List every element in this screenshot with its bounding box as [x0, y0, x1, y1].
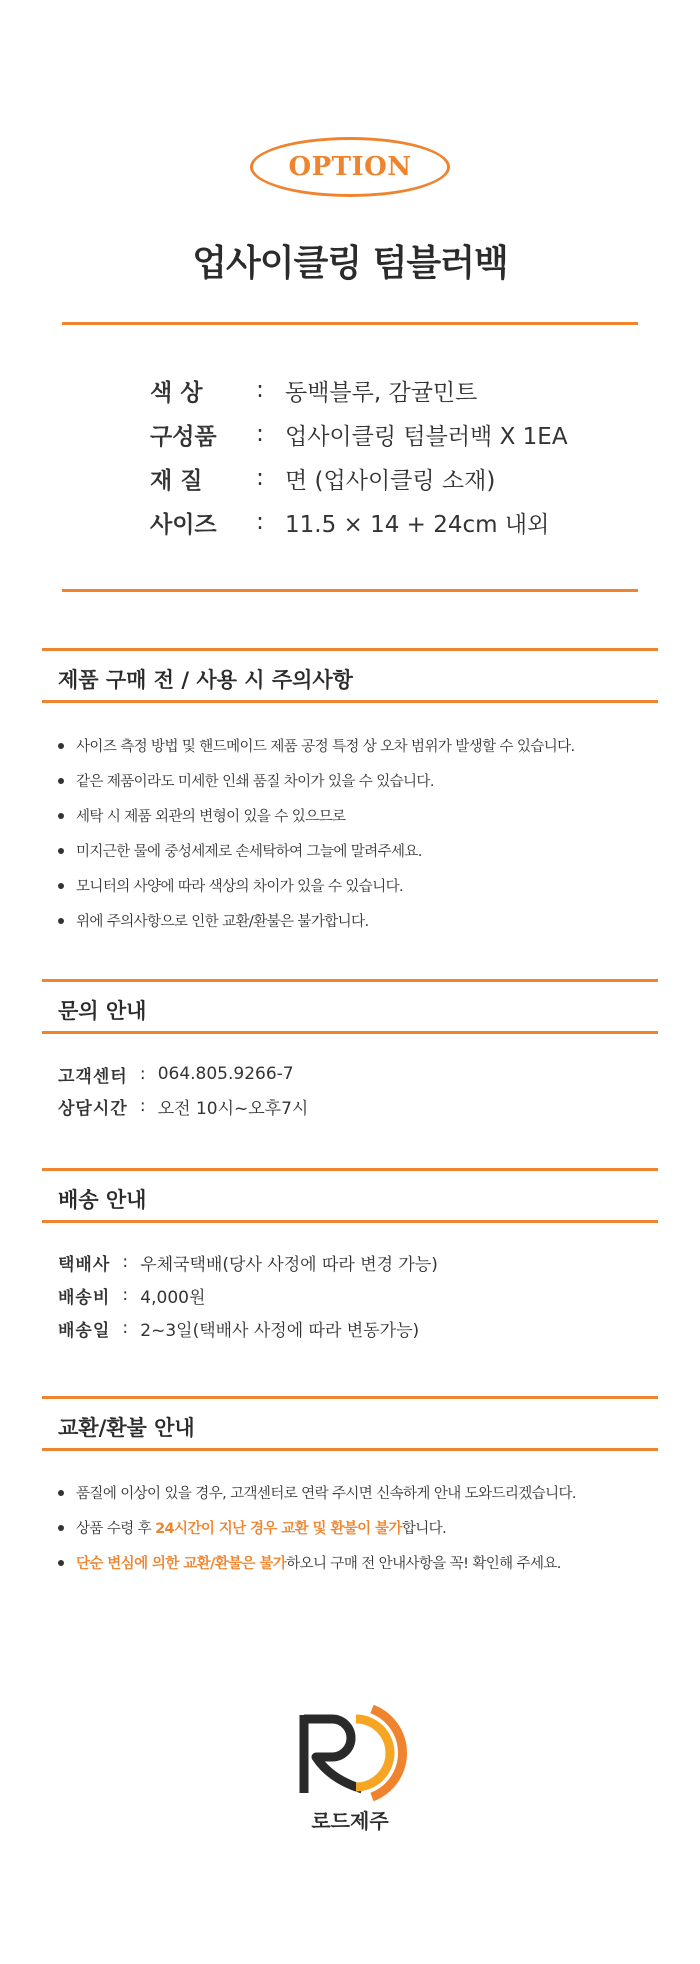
spec-label: 구성품 [150, 423, 217, 450]
info-label: 고객센터 [58, 1066, 128, 1087]
info-colon: : [139, 1096, 146, 1116]
spec-row-size [150, 504, 549, 540]
option-badge [250, 137, 450, 197]
list-item: 위에 주의사항으로 인한 교환/환불은 불가합니다. [56, 910, 676, 945]
brand-name: 로드제주 [311, 1809, 389, 1833]
section-refund-bottom-line [42, 1448, 658, 1451]
refund-highlight: 24시간이 지난 경우 교환 및 환불이 불가 [155, 1521, 402, 1537]
shipping-row-courier [58, 1246, 438, 1278]
brand-logo-icon [290, 1705, 420, 1815]
section-refund-top-line [42, 1396, 658, 1399]
list-item: 같은 제품이라도 미세한 인쇄 품질 차이가 있을 수 있습니다. [56, 770, 676, 805]
shipping-row-fee [58, 1279, 205, 1311]
inquiry-row-hours [58, 1090, 308, 1122]
info-value: 우체국택배(당사 사정에 따라 변경 가능) [140, 1254, 438, 1275]
spec-row-components [150, 416, 568, 452]
info-label: 배송비 [58, 1287, 111, 1308]
spec-label: 색 상 [150, 379, 203, 406]
refund-text: 하오니 구매 전 안내사항을 꼭! 확인해 주세요. [286, 1556, 561, 1572]
list-item: 모니터의 사양에 따라 색상의 차이가 있을 수 있습니다. [56, 875, 676, 910]
spec-value: 동백블루, 감귤민트 [285, 379, 478, 406]
section-caution-top-line [42, 648, 658, 651]
info-colon: : [122, 1252, 129, 1272]
spec-value: 업사이클링 텀블러백 X 1EA [285, 423, 568, 450]
spec-label: 재 질 [150, 467, 203, 494]
spec-row-color [150, 372, 477, 408]
info-value: 4,000원 [140, 1287, 206, 1308]
info-label: 택배사 [58, 1254, 111, 1275]
divider-top [62, 322, 638, 325]
section-inquiry-bottom-line [42, 1031, 658, 1034]
info-colon: : [139, 1064, 146, 1084]
info-value: 2~3일(택배사 사정에 따라 변동가능) [140, 1320, 420, 1341]
list-item: 품질에 이상이 있을 경우, 고객센터로 연락 주시면 신속하게 안내 도와드리겠습니다. [56, 1482, 676, 1517]
product-title: 업사이클링 텀블러백 [192, 243, 508, 284]
info-value: 064.805.9266-7 [157, 1064, 294, 1084]
refund-highlight: 단순 변심에 의한 교환/환불은 불가 [76, 1556, 287, 1572]
spec-colon: : [256, 377, 264, 403]
list-item: 세탁 시 제품 외관의 변형이 있을 수 있으므로 [56, 805, 676, 840]
section-caution-bottom-line [42, 700, 658, 703]
section-shipping-title: 배송 안내 [58, 1188, 147, 1212]
spec-value: 11.5 × 14 + 24cm 내외 [285, 511, 550, 538]
shipping-row-days [58, 1312, 419, 1344]
section-shipping-top-line [42, 1168, 658, 1171]
spec-colon: : [256, 509, 264, 535]
spec-colon: : [256, 465, 264, 491]
info-label: 배송일 [58, 1320, 111, 1341]
section-caution-title: 제품 구매 전 / 사용 시 주의사항 [58, 668, 353, 692]
refund-list [56, 1482, 676, 1587]
section-shipping-bottom-line [42, 1220, 658, 1223]
inquiry-row-customer-center [58, 1058, 294, 1090]
section-inquiry-title: 문의 안내 [58, 999, 147, 1023]
list-item: 사이즈 측정 방법 및 핸드메이드 제품 공정 특정 상 오차 범위가 발생할 수 있습니다. [56, 735, 676, 770]
list-item [56, 1552, 676, 1587]
option-badge-text: OPTION [288, 152, 412, 182]
section-refund-title: 교환/환불 안내 [58, 1416, 195, 1440]
refund-text: 합니다. [401, 1521, 447, 1537]
refund-text: 상품 수령 후 [76, 1521, 156, 1537]
info-label: 상담시간 [58, 1098, 128, 1119]
spec-value: 면 (업사이클링 소재) [285, 467, 496, 494]
spec-colon: : [256, 421, 264, 447]
caution-list [56, 735, 676, 945]
divider-specs-bottom [62, 589, 638, 592]
spec-row-material [150, 460, 495, 496]
info-colon: : [122, 1318, 129, 1338]
spec-label: 사이즈 [150, 511, 217, 538]
info-value: 오전 10시~오후7시 [157, 1098, 309, 1119]
section-inquiry-top-line [42, 979, 658, 982]
list-item [56, 1517, 676, 1552]
list-item: 미지근한 물에 중성세제로 손세탁하여 그늘에 말려주세요. [56, 840, 676, 875]
info-colon: : [122, 1285, 129, 1305]
